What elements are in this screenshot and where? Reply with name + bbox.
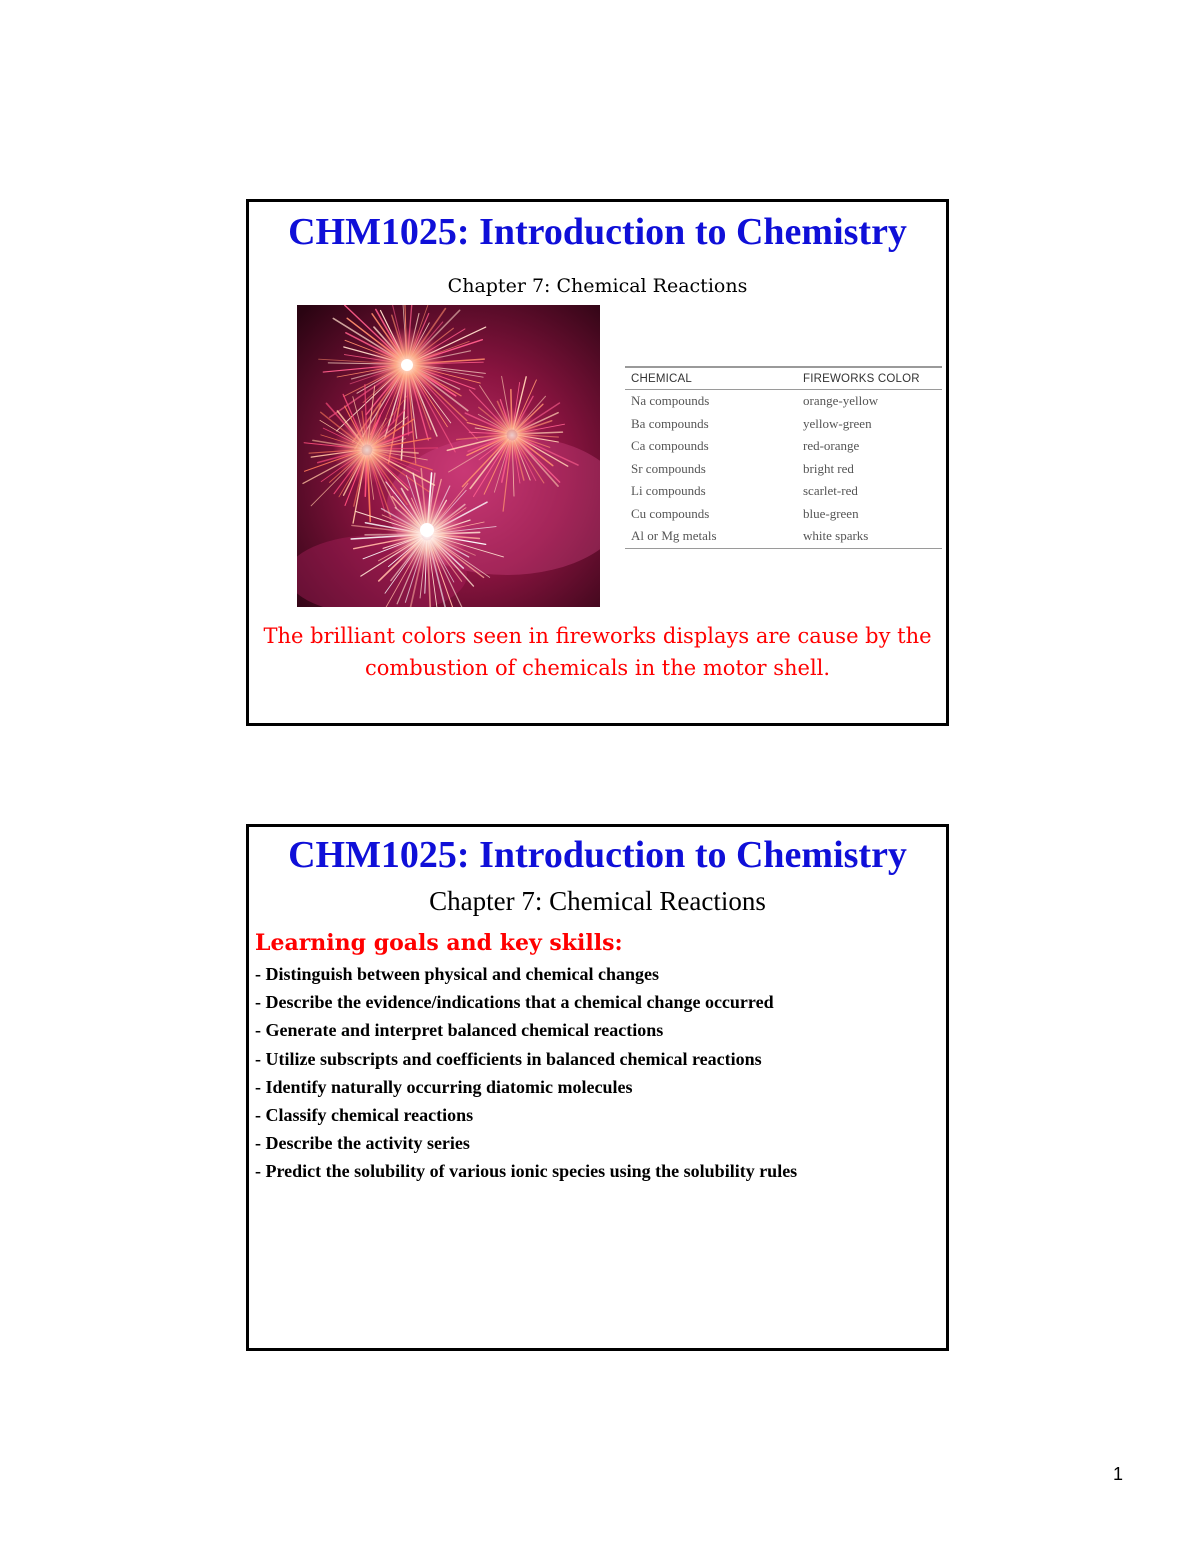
color-cell: yellow-green [803,415,872,431]
color-cell: red-orange [803,438,860,454]
table-row [625,435,942,458]
table-row [625,390,942,413]
fireworks-color-table [625,366,942,549]
chapter-subtitle: Chapter 7: Chemical Reactions [447,275,748,297]
table-row [625,413,942,436]
table-row [625,503,942,526]
column-header-fireworks-color: FIREWORKS COLOR [803,372,920,385]
goal-item: - Classify chemical reactions [255,1104,474,1125]
column-header-chemical: CHEMICAL [631,372,693,385]
chemical-cell: Cu compounds [631,505,710,521]
table-row [625,525,942,548]
slide-2 [246,824,949,1351]
goal-item: - Predict the solubility of various ionic species using the solubility rules [255,1161,798,1182]
chapter-subtitle: Chapter 7: Chemical Reactions [429,886,766,916]
slide-1 [246,199,949,726]
goal-item: - Describe the activity series [255,1133,470,1154]
color-cell: bright red [803,460,854,476]
color-cell: orange-yellow [803,393,879,409]
goal-item: - Distinguish between physical and chemical changes [255,964,660,984]
color-cell: blue-green [803,505,859,521]
chemical-cell: Ca compounds [631,438,709,454]
chemical-cell: Li compounds [631,483,706,499]
chemical-cell: Ba compounds [631,415,709,431]
goal-item: - Generate and interpret balanced chemical reactions [255,1020,664,1041]
learning-goals-heading: Learning goals and key skills: [255,930,623,956]
color-cell: scarlet-red [803,483,858,499]
color-cell: white sparks [803,528,869,544]
goal-item: - Utilize subscripts and coefficients in balanced chemical reactions [255,1048,762,1069]
table-row [625,458,942,481]
goal-item: - Describe the evidence/indications that a chemical change occurred [255,992,774,1013]
fireworks-caption: The brilliant colors seen in fireworks displays are cause by the combustion of chemicals in the motor shell. [263,624,932,680]
table-header [625,368,942,390]
page-number: 1 [1113,1464,1124,1484]
learning-goals-list [255,964,797,1190]
chemical-cell: Al or Mg metals [631,528,717,544]
course-title: CHM1025: Introduction to Chemistry [288,834,907,876]
course-title: CHM1025: Introduction to Chemistry [288,211,907,253]
chemical-cell: Sr compounds [631,460,706,476]
goal-item: - Identify naturally occurring diatomic molecules [255,1076,633,1097]
fireworks-photo [297,305,600,607]
chemical-cell: Na compounds [631,393,710,409]
table-row [625,480,942,503]
